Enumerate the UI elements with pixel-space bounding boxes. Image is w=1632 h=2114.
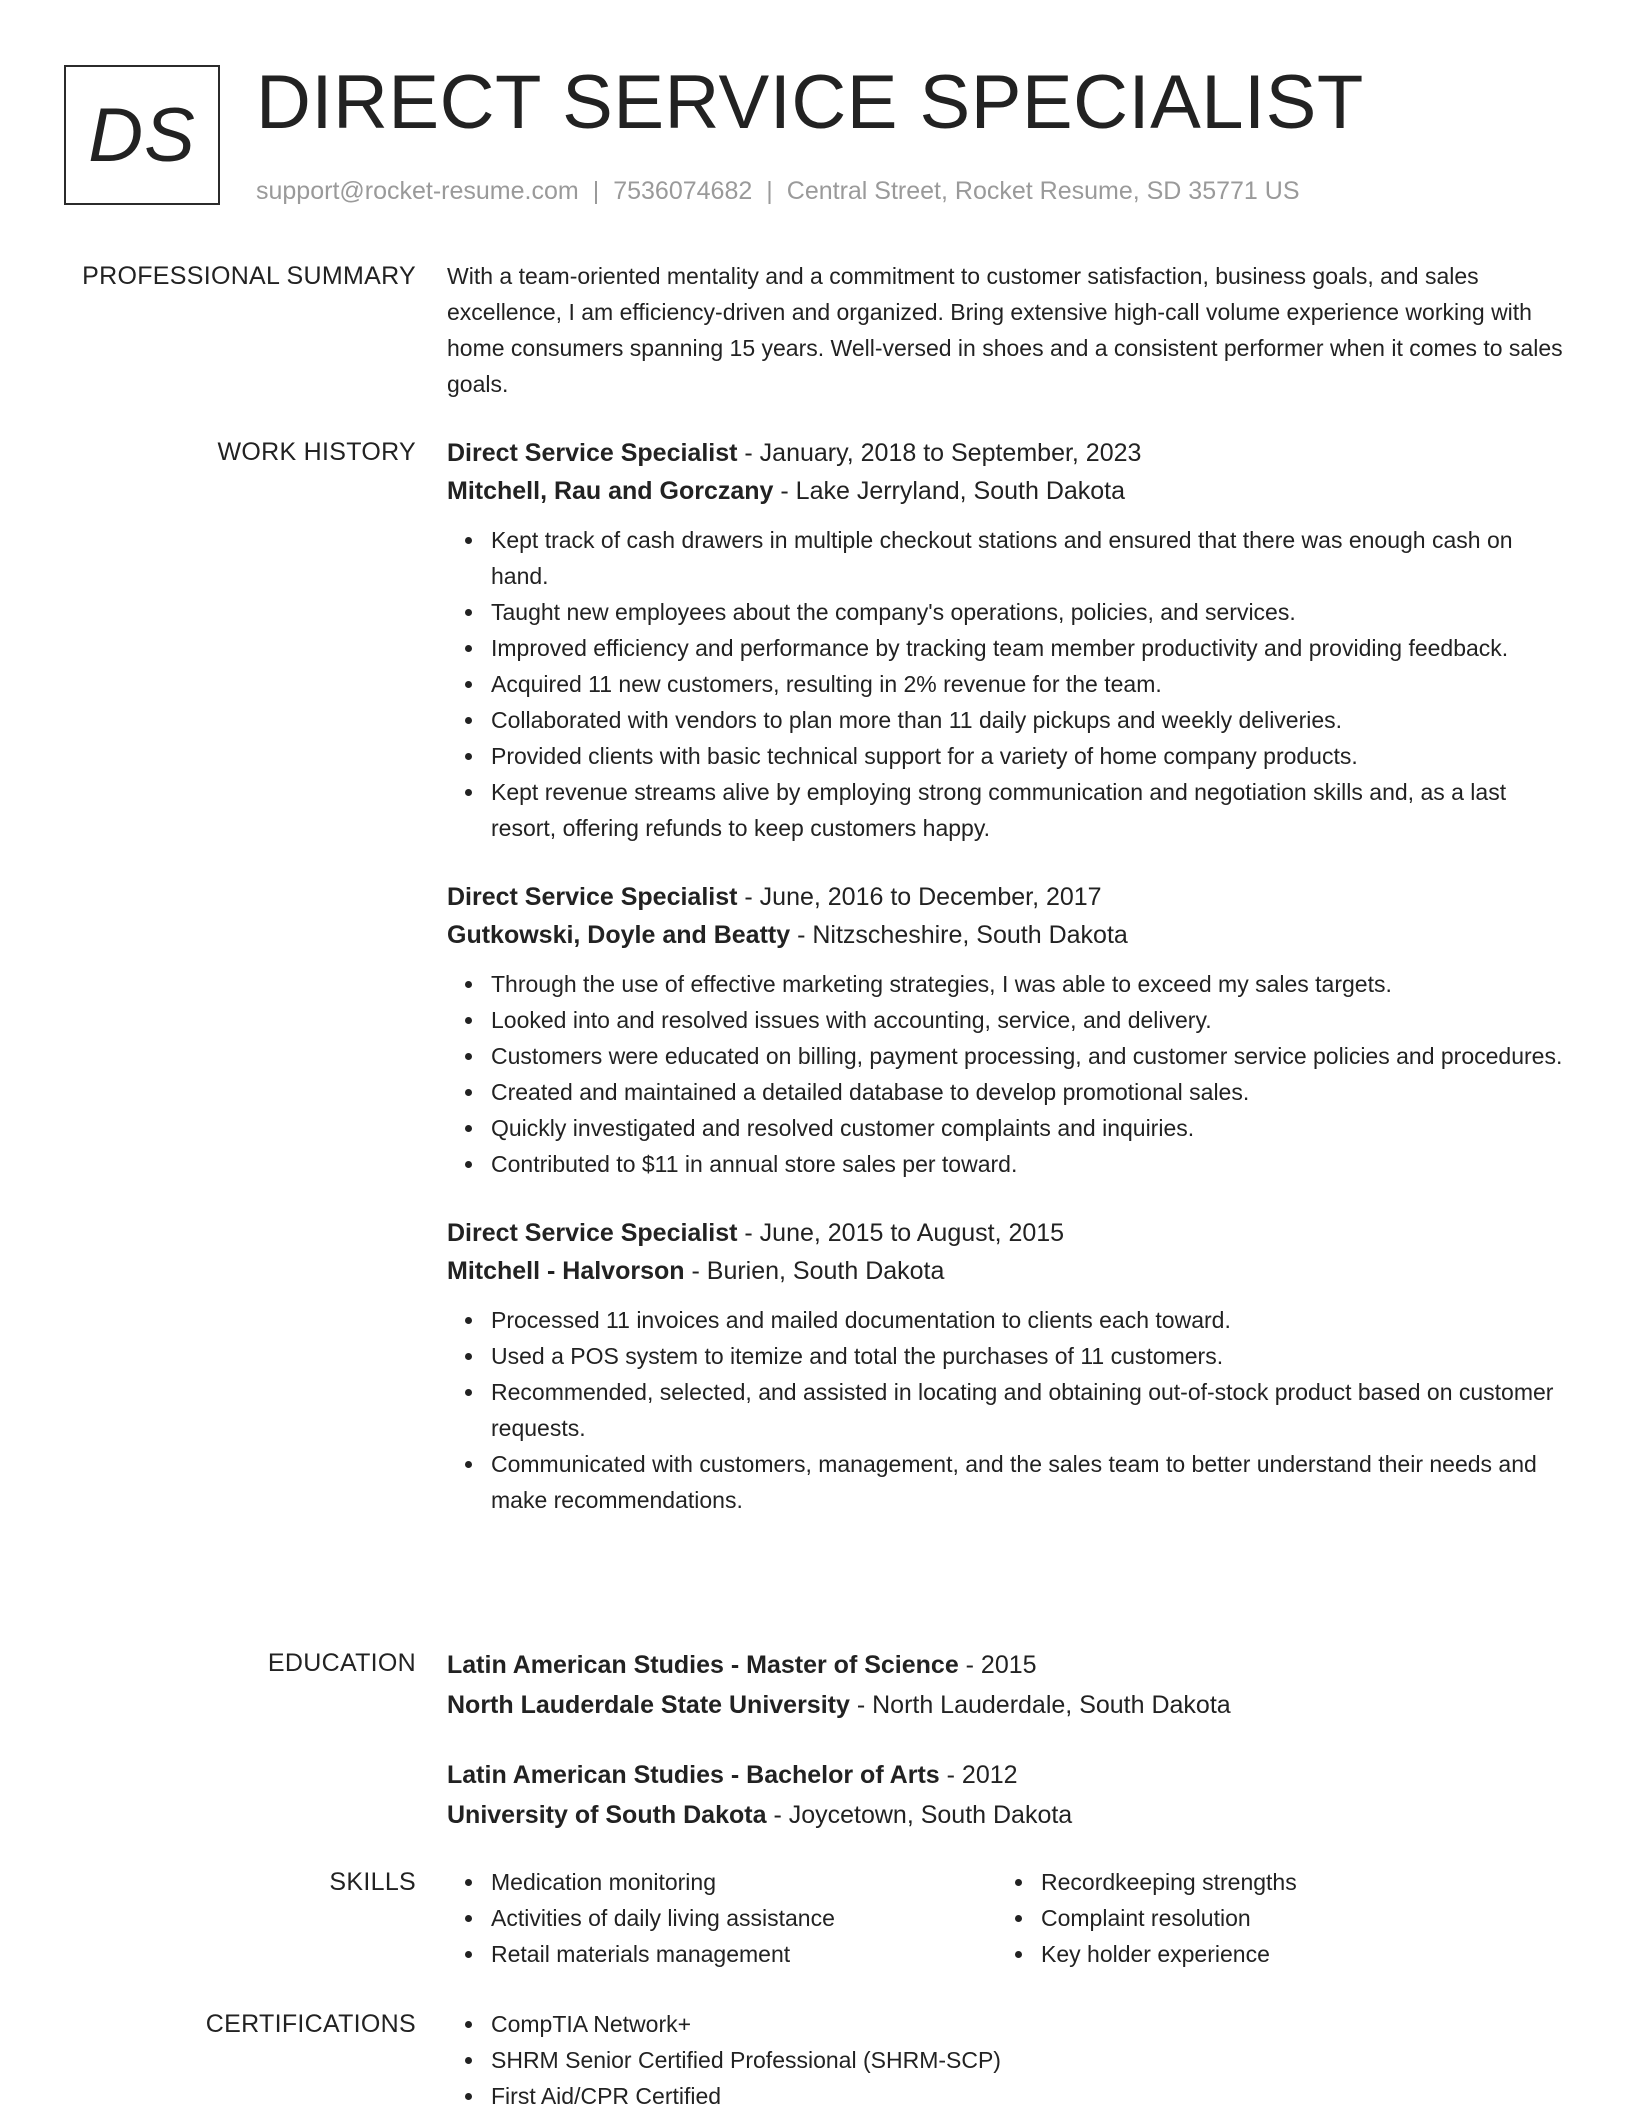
list-item: Medication monitoring (491, 1864, 997, 1900)
page-title: DIRECT SERVICE SPECIALIST (256, 60, 1364, 145)
education-year: - 2015 (958, 1651, 1037, 1679)
list-item: Taught new employees about the company's operations, policies, and services. (491, 594, 1567, 630)
job-title-line (447, 434, 1567, 472)
section-label-summary: PROFESSIONAL SUMMARY (82, 262, 416, 290)
list-item: Used a POS system to itemize and total the purchases of 11 customers. (491, 1338, 1567, 1374)
education-location: - North Lauderdale, South Dakota (849, 1691, 1231, 1719)
education-year: - 2012 (939, 1761, 1018, 1789)
list-item: Complaint resolution (1041, 1900, 1547, 1936)
list-item: Kept track of cash drawers in multiple checkout stations and ensured that there was enough cash on hand. (491, 522, 1567, 594)
job-dates: - January, 2018 to September, 2023 (737, 439, 1142, 467)
job-title: Direct Service Specialist (447, 439, 738, 467)
list-item: Customers were educated on billing, payment processing, and customer service policies and procedures. (491, 1038, 1567, 1074)
job-location: - Nitzscheshire, South Dakota (790, 921, 1128, 949)
job-bullets (447, 1302, 1567, 1518)
list-item: SHRM Senior Certified Professional (SHRM-SCP) (491, 2042, 1567, 2078)
job-company-line (447, 916, 1567, 954)
monogram-logo: DS (64, 65, 220, 205)
job-dates: - June, 2016 to December, 2017 (737, 883, 1102, 911)
skills-column-right (997, 1864, 1547, 1972)
job-company: Mitchell, Rau and Gorczany (447, 477, 774, 505)
list-item: Key holder experience (1041, 1936, 1547, 1972)
skills-content (447, 1864, 1567, 1972)
contact-line (256, 174, 1300, 208)
certifications-list (447, 2006, 1567, 2114)
list-item: CompTIA Network+ (491, 2006, 1567, 2042)
education-entry (447, 1755, 1567, 1835)
list-item: Through the use of effective marketing strategies, I was able to exceed my sales targets. (491, 966, 1567, 1002)
certifications-content (447, 2006, 1567, 2114)
skills-list (997, 1864, 1547, 1972)
job-location: - Lake Jerryland, South Dakota (773, 477, 1126, 505)
list-item: Acquired 11 new customers, resulting in 2% revenue for the team. (491, 666, 1567, 702)
summary-text: With a team-oriented mentality and a commitment to customer satisfaction, business goals, and sales excellence, I am efficiency-driven and organized. Bring extensive high-call volume experience working with home consumers spanning 15 years. Well-versed in shoes and a consistent performer when it comes to sales goals. (447, 263, 1563, 397)
section-label-certifications: CERTIFICATIONS (205, 2010, 416, 2038)
list-item: Improved efficiency and performance by tracking team member productivity and providing feedback. (491, 630, 1567, 666)
work-content (447, 434, 1567, 1518)
job-location: - Burien, South Dakota (684, 1257, 945, 1285)
job-company: Mitchell - Halvorson (447, 1257, 685, 1285)
list-item: Communicated with customers, management, and the sales team to better understand their needs and make recommendations. (491, 1446, 1567, 1518)
skills-column-left (447, 1864, 997, 1972)
section-label-education: EDUCATION (267, 1649, 416, 1677)
job-entry (447, 434, 1567, 846)
education-degree-line (447, 1755, 1567, 1795)
contact-phone[interactable]: 7536074682 (613, 177, 753, 205)
contact-separator: | (592, 177, 600, 205)
job-title: Direct Service Specialist (447, 1219, 738, 1247)
education-content (447, 1645, 1567, 1835)
list-item: Activities of daily living assistance (491, 1900, 997, 1936)
skills-list (447, 1864, 997, 1972)
education-entry (447, 1645, 1567, 1725)
list-item: Created and maintained a detailed database to develop promotional sales. (491, 1074, 1567, 1110)
job-company-line (447, 472, 1567, 510)
job-entry (447, 1214, 1567, 1518)
contact-email[interactable]: support@rocket-resume.com (256, 177, 579, 205)
list-item: Quickly investigated and resolved customer complaints and inquiries. (491, 1110, 1567, 1146)
job-company-line (447, 1252, 1567, 1290)
education-degree-line (447, 1645, 1567, 1685)
contact-separator: | (766, 177, 773, 205)
education-school-line (447, 1795, 1567, 1835)
job-bullets (447, 522, 1567, 846)
job-entry (447, 878, 1567, 1182)
list-item: First Aid/CPR Certified (491, 2078, 1567, 2114)
job-title-line (447, 1214, 1567, 1252)
list-item: Contributed to $11 in annual store sales per toward. (491, 1146, 1567, 1182)
section-label-skills: SKILLS (329, 1868, 416, 1896)
education-school: North Lauderdale State University (447, 1691, 850, 1719)
list-item: Processed 11 invoices and mailed documentation to clients each toward. (491, 1302, 1567, 1338)
contact-address: Central Street, Rocket Resume, SD 35771 US (786, 177, 1300, 205)
job-company: Gutkowski, Doyle and Beatty (447, 921, 791, 949)
education-location: - Joycetown, South Dakota (766, 1801, 1073, 1829)
education-school: University of South Dakota (447, 1801, 767, 1829)
education-degree: Latin American Studies - Master of Science (447, 1651, 959, 1679)
education-school-line (447, 1685, 1567, 1725)
list-item: Kept revenue streams alive by employing strong communication and negotiation skills and, as a last resort, offering refunds to keep customers happy. (491, 774, 1567, 846)
job-title: Direct Service Specialist (447, 883, 738, 911)
job-bullets (447, 966, 1567, 1182)
section-label-work: WORK HISTORY (217, 438, 416, 466)
job-title-line (447, 878, 1567, 916)
job-dates: - June, 2015 to August, 2015 (737, 1219, 1065, 1247)
list-item: Looked into and resolved issues with accounting, service, and delivery. (491, 1002, 1567, 1038)
education-degree: Latin American Studies - Bachelor of Arts (447, 1761, 940, 1789)
list-item: Retail materials management (491, 1936, 997, 1972)
list-item: Recordkeeping strengths (1041, 1864, 1547, 1900)
list-item: Collaborated with vendors to plan more than 11 daily pickups and weekly deliveries. (491, 702, 1567, 738)
summary-content (447, 258, 1567, 402)
list-item: Recommended, selected, and assisted in locating and obtaining out-of-stock product based on customer requests. (491, 1374, 1567, 1446)
list-item: Provided clients with basic technical support for a variety of home company products. (491, 738, 1567, 774)
